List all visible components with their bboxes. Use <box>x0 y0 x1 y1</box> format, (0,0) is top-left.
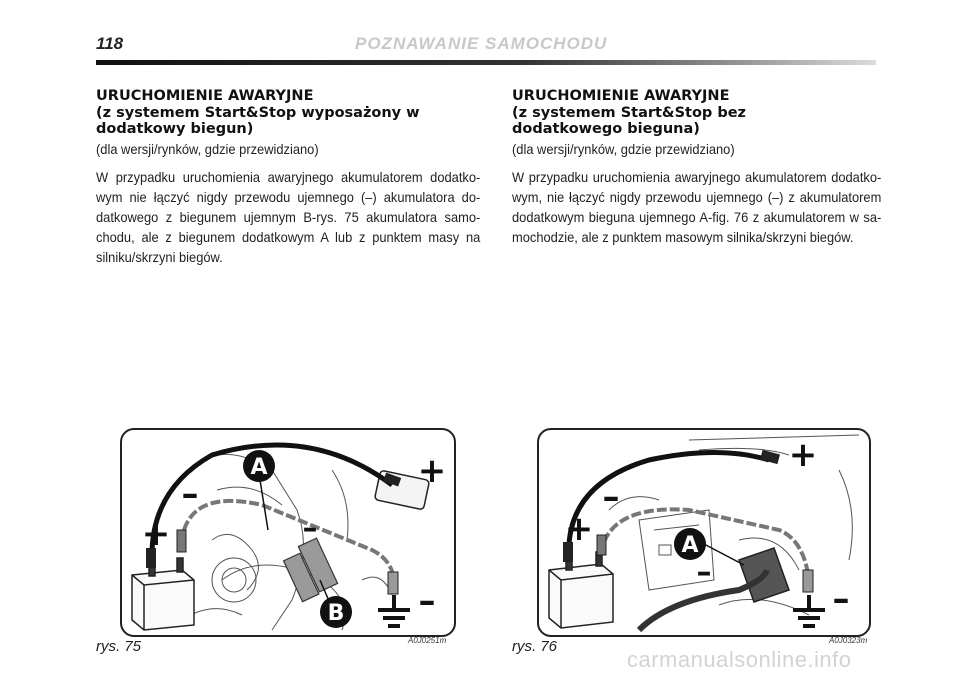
plus-sign-battery: + <box>141 514 171 554</box>
plus-sign-car: + <box>788 435 818 475</box>
minus-sign-connector: – <box>696 555 712 590</box>
figure-75-code: A0J0251m <box>408 636 447 645</box>
figure-76-caption: rys. 76 <box>512 638 558 655</box>
spare-battery <box>132 558 194 630</box>
right-subtitle: (dla wersji/rynków, gdzie przewidziano) <box>512 140 735 157</box>
label-b: B <box>327 601 345 626</box>
label-a: A <box>250 455 268 480</box>
minus-sign-ground: – <box>832 579 850 619</box>
figure-75 <box>120 428 456 637</box>
spare-battery <box>549 552 613 628</box>
negative-clamp-ground <box>388 572 398 594</box>
figure-75-caption: rys. 75 <box>96 638 142 655</box>
left-heading-line-2: (z systemem Start&Stop wyposażony w <box>96 104 420 121</box>
left-heading <box>96 88 481 138</box>
negative-clamp-battery <box>597 535 606 555</box>
watermark: carmanualsonline.info <box>627 647 852 672</box>
left-heading-line-3: dodatkowy biegun) <box>96 121 254 137</box>
left-column <box>96 88 481 267</box>
section-title: POZNAWANIE SAMOCHODU <box>355 34 608 53</box>
negative-clamp-ground <box>803 570 813 592</box>
minus-sign-block: – <box>302 511 318 546</box>
left-subtitle: (dla wersji/rynków, gdzie przewidziano) <box>96 140 319 157</box>
page-number: 118 <box>96 34 124 53</box>
figure-76-illustration <box>539 430 869 635</box>
ground-symbol <box>793 595 825 626</box>
right-heading-line-2: (z systemem Start&Stop bez <box>512 104 746 121</box>
right-column <box>512 88 882 247</box>
figure-76-code: A0J0323m <box>829 636 868 645</box>
plus-sign-car: + <box>417 451 447 491</box>
right-heading <box>512 88 882 138</box>
minus-sign-battery: – <box>602 477 620 517</box>
negative-clamp-battery <box>177 530 186 552</box>
engine-bay-sketch <box>182 454 392 630</box>
left-body-text: W przypadku uruchomienia awaryjnego akumulatorem dodatko-wym nie łączyć nigdy przewodu ujemnego (–) akumulatora do-datkowego z biegunem ujemnym B-rys. 75 akumulatora samo-chodu, ale z biegunem dodatkowym A lub z punktem masy na silniku/skrzyni biegów. <box>96 168 481 265</box>
label-a: A <box>681 533 699 558</box>
plus-sign-battery: + <box>564 509 594 549</box>
minus-sign-ground: – <box>418 581 436 621</box>
figure-76 <box>537 428 871 637</box>
minus-sign-battery: – <box>181 474 199 514</box>
right-heading-line-1: URUCHOMIENIE AWARYJNE <box>512 88 730 104</box>
figure-75-illustration <box>122 430 454 635</box>
left-heading-line-1: URUCHOMIENIE AWARYJNE <box>96 88 314 104</box>
connector-b-block <box>284 538 338 602</box>
right-body-text: W przypadku uruchomienia awaryjnego akumulatorem dodatko-wym, nie łączyć nigdy przewodu ujemnego (–) z akumulatorem dodatkowym bieguna ujemnego A-fig. 76 z akumulatorem w sa-mochodzie, ale z punktem masowym silnika/skrzyni biegów. <box>512 168 882 245</box>
ground-symbol <box>378 595 410 626</box>
header-rule <box>96 60 876 65</box>
right-heading-line-3: dodatkowego bieguna) <box>512 121 700 137</box>
